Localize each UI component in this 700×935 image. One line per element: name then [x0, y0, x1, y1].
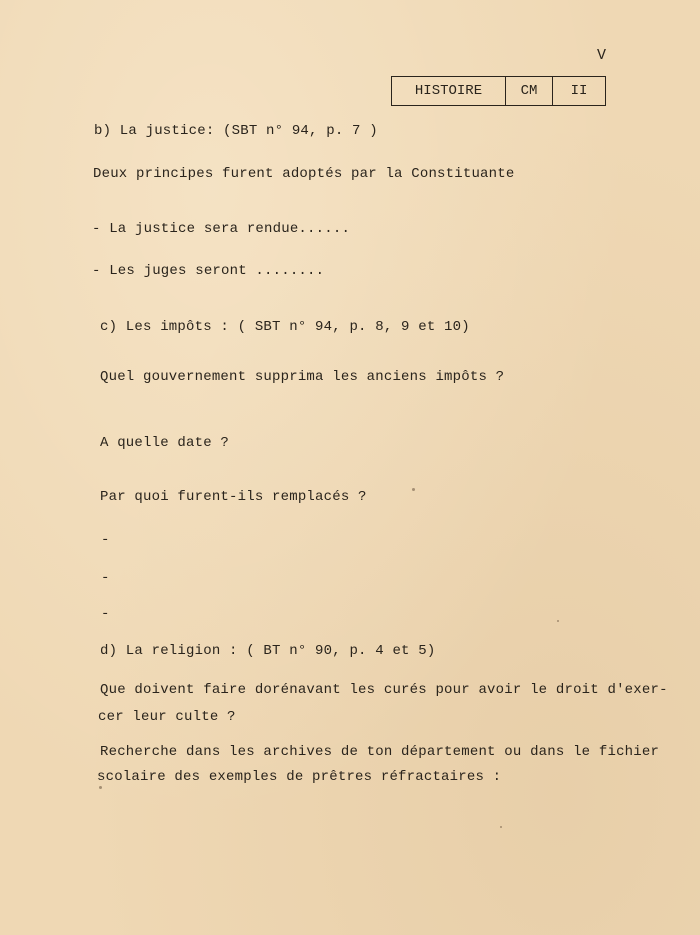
impots-answer-dash-1: -: [101, 532, 110, 548]
justice-item-2: - Les juges seront ........: [92, 263, 325, 279]
section-religion-heading: d) La religion : ( BT n° 90, p. 4 et 5): [100, 643, 436, 659]
header-table: [391, 76, 606, 106]
impots-question-2: A quelle date ?: [100, 435, 230, 451]
paper-speck: [557, 620, 559, 622]
header-level: CM: [506, 77, 553, 105]
section-impots-heading: c) Les impôts : ( SBT n° 94, p. 8, 9 et 10): [100, 319, 470, 335]
section-justice-heading: b) La justice: (SBT n° 94, p. 7 ): [94, 123, 378, 139]
paper-speck: [500, 826, 502, 828]
religion-question-1-line-1: Que doivent faire dorénavant les curés pour avoir le droit d'exer-: [100, 682, 668, 698]
religion-question-2-line-1: Recherche dans les archives de ton département ou dans le fichier: [100, 744, 660, 760]
impots-answer-dash-2: -: [101, 570, 110, 586]
header-subject: HISTOIRE: [392, 77, 506, 105]
religion-question-2-line-2: scolaire des exemples de prêtres réfractaires :: [97, 769, 502, 785]
impots-question-1: Quel gouvernement supprima les anciens impôts ?: [100, 369, 505, 385]
header-sheet: II: [570, 83, 588, 99]
religion-question-1-line-2: cer leur culte ?: [98, 709, 236, 725]
justice-intro: Deux principes furent adoptés par la Constituante: [93, 166, 515, 182]
paper-speck: [412, 488, 415, 491]
page-number: V: [597, 47, 607, 64]
impots-answer-dash-3: -: [101, 606, 110, 622]
justice-item-1: - La justice sera rendue......: [92, 221, 351, 237]
impots-question-3: Par quoi furent-ils remplacés ?: [100, 489, 367, 505]
paper-speck: [99, 786, 102, 789]
